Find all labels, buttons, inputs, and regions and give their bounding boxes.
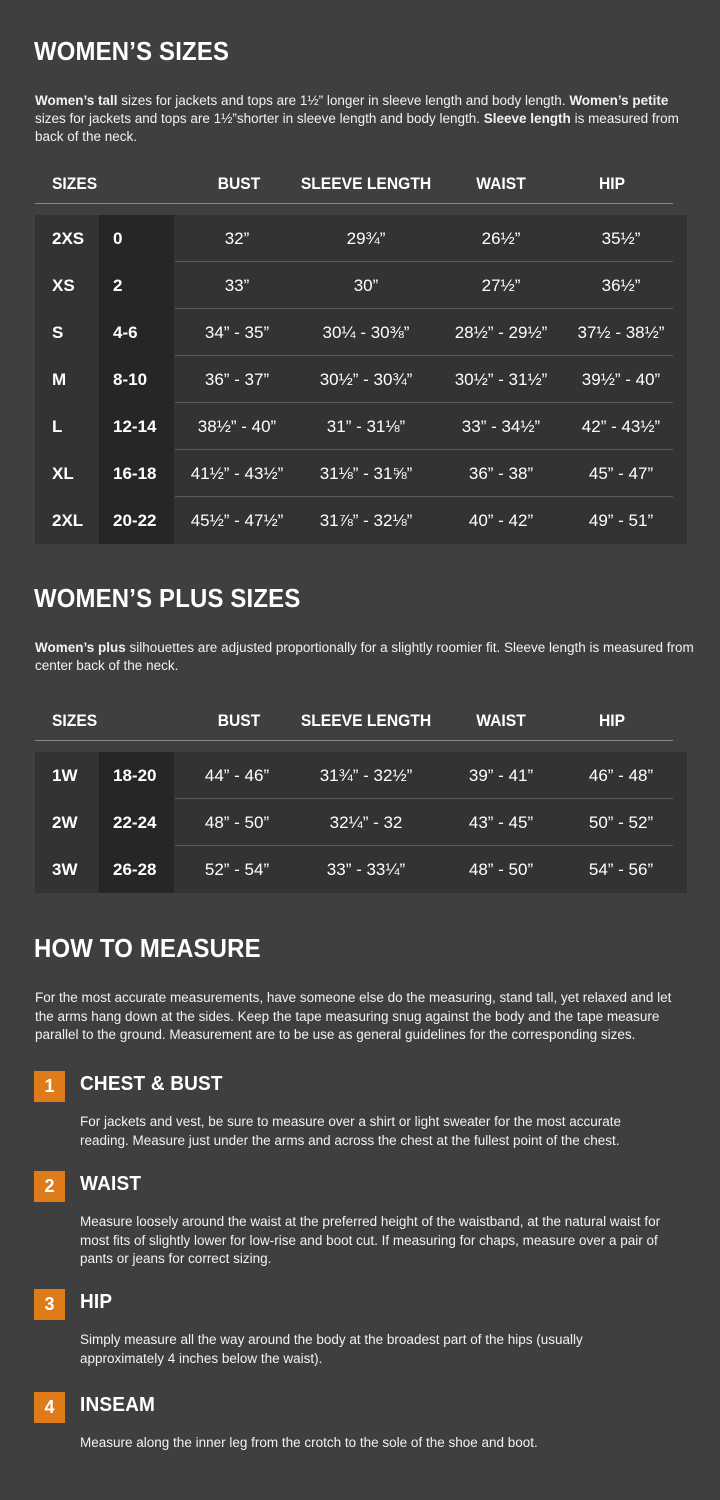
hip-cell: 35½” [601,229,641,248]
table-row [35,403,687,450]
sleeve-length-cell: 30” [353,276,379,295]
hip-cell: 36½” [601,276,641,295]
size-number-cell: 2 [113,276,123,295]
header-hip: HIP [598,711,626,730]
sleeve-length-cell: 30½” - 30¾” [319,370,413,389]
hip-cell: 49” - 51” [588,511,654,530]
sleeve-length-cell: 31⅛” - 31⅝” [319,464,413,483]
hip-cell: 45” - 47” [588,464,654,483]
waist-cell: 28½” - 29½” [454,323,548,342]
how-to-measure-title: HOW TO MEASURE [34,933,261,963]
plus-size-table [35,752,687,893]
size-number-cell: 12-14 [113,417,157,436]
bust-cell: 36” - 37” [204,370,270,389]
womens-plus-intro [35,639,695,675]
header-sizes: SIZES [52,711,98,730]
sleeve-length-cell: 30¼ - 30⅜” [322,323,410,342]
step-text: Simply measure all the way around the body at the broadest part of the hips (usually approximately 4 inches below the waist). [80,1332,583,1366]
size-code-cell: XL [52,464,74,483]
step-title: INSEAM [80,1394,156,1416]
intro-text-tall: sizes for jackets and tops are 1½” longer in sleeve length and body length. [117,93,570,108]
step-number-badge: 2 [34,1171,65,1202]
table-row [35,752,687,799]
bust-cell: 48” - 50” [204,813,270,832]
size-number-cell: 26-28 [113,860,157,879]
size-number-cell: 8-10 [113,370,148,389]
sleeve-length-cell: 31” - 31⅛” [326,417,406,436]
header-bust: BUST [217,711,261,730]
size-code-cell: 2XL [52,511,84,530]
table-row [35,846,687,893]
step-text: Measure loosely around the waist at the preferred height of the waistband, at the natural waist for most fits of slightly lower for low-rise and boot cut. If measuring for chaps, measure over a pair of pants or jeans for correct sizing. [80,1214,661,1266]
waist-cell: 27½” [481,276,521,295]
hip-cell: 39½” - 40” [581,370,661,389]
step-title: HIP [80,1291,113,1313]
how-to-measure-intro: For the most accurate measurements, have someone else do the measuring, stand tall, yet relaxed and let the arms hang down at the sides. Keep the tape measuring snug against the body and the tape measure parallel to the ground. Measurement are to be use as general guidelines for the corresponding sizes. [35,990,672,1042]
table-row [35,356,687,403]
waist-cell: 39” - 41” [468,766,534,785]
size-code-cell: 2W [52,813,78,832]
waist-cell: 30½” - 31½” [454,370,548,389]
bust-cell: 38½” - 40” [197,417,277,436]
size-number-cell: 22-24 [113,813,157,832]
table-row [35,215,687,262]
table-row [35,450,687,497]
hip-cell: 42” - 43½” [581,417,661,436]
step-text: For jackets and vest, be sure to measure over a shirt or light sweater for the most accurate reading. Measure just under the arms and across the chest at the fullest point of the chest. [80,1114,621,1148]
size-number-cell: 4-6 [113,323,138,342]
waist-cell: 36” - 38” [468,464,534,483]
hip-cell: 46” - 48” [588,766,654,785]
step-title: WAIST [80,1173,142,1195]
waist-cell: 26½” [481,229,521,248]
bust-cell: 45½” - 47½” [190,511,284,530]
size-code-cell: XS [52,276,75,295]
step-title: CHEST & BUST [80,1073,223,1095]
size-code-cell: M [52,370,67,389]
bust-cell: 44” - 46” [204,766,270,785]
waist-cell: 48” - 50” [468,860,534,879]
size-code-cell: S [52,323,64,342]
table-row [35,262,687,309]
bust-cell: 34” - 35” [204,323,270,342]
intro-text-plus: silhouettes are adjusted proportionally for a slightly roomier fit. Sleeve length is measured from center back of the neck. [35,640,694,673]
intro-bold-tall: Women’s tall [35,93,118,108]
size-code-cell: L [52,417,63,436]
step-number-badge: 4 [34,1392,65,1423]
step-number-badge: 1 [34,1071,65,1102]
womens-plus-sizes-title: WOMEN’S PLUS SIZES [34,583,301,613]
womens-size-table [35,215,687,544]
waist-cell: 43” - 45” [468,813,534,832]
size-code-cell: 2XS [52,229,85,248]
intro-bold-sleeve: Sleeve length [483,111,571,126]
bust-cell: 32” [224,229,250,248]
sleeve-length-cell: 31⅞” - 32⅛” [319,511,413,530]
bust-cell: 52” - 54” [204,860,270,879]
sleeve-length-cell: 31¾” - 32½” [319,766,413,785]
size-code-cell: 1W [52,766,78,785]
table-row [35,309,687,356]
size-number-cell: 20-22 [113,511,157,530]
womens-table-header [35,163,673,204]
sleeve-length-cell: 33” - 33¼” [326,860,406,879]
header-hip: HIP [598,174,626,193]
womens-sizes-intro [35,92,695,146]
sleeve-length-cell: 29¾” [346,229,386,248]
intro-text-petite: sizes for jackets and tops are 1½”shorter in sleeve length and body length. [35,111,484,126]
hip-cell: 54” - 56” [588,860,654,879]
intro-text-sleeve: is measured from back of the neck. [35,111,679,144]
header-bust: BUST [217,174,261,193]
intro-bold-petite: Women’s petite [569,93,669,108]
step-text: Measure along the inner leg from the crotch to the sole of the shoe and boot. [80,1435,538,1450]
size-code-cell: 3W [52,860,78,879]
table-row [35,799,687,846]
header-waist: WAIST [476,174,526,193]
bust-cell: 33” [224,276,250,295]
header-sleeve-length: SLEEVE LENGTH [300,174,432,193]
hip-cell: 37½ - 38½” [577,323,665,342]
step-number-badge: 3 [34,1289,65,1320]
header-waist: WAIST [476,711,526,730]
bust-cell: 41½” - 43½” [190,464,284,483]
header-sizes: SIZES [52,174,98,193]
size-number-cell: 18-20 [113,766,157,785]
waist-cell: 33” - 34½” [461,417,541,436]
waist-cell: 40” - 42” [468,511,534,530]
intro-bold-plus: Women’s plus [35,640,126,655]
size-number-cell: 0 [113,229,123,248]
womens-sizes-title: WOMEN’S SIZES [34,36,230,66]
size-number-cell: 16-18 [113,464,157,483]
hip-cell: 50” - 52” [588,813,654,832]
header-sleeve-length: SLEEVE LENGTH [300,711,432,730]
plus-table-header [35,700,673,741]
sleeve-length-cell: 32¼” - 32 [329,813,403,832]
table-row [35,497,687,544]
